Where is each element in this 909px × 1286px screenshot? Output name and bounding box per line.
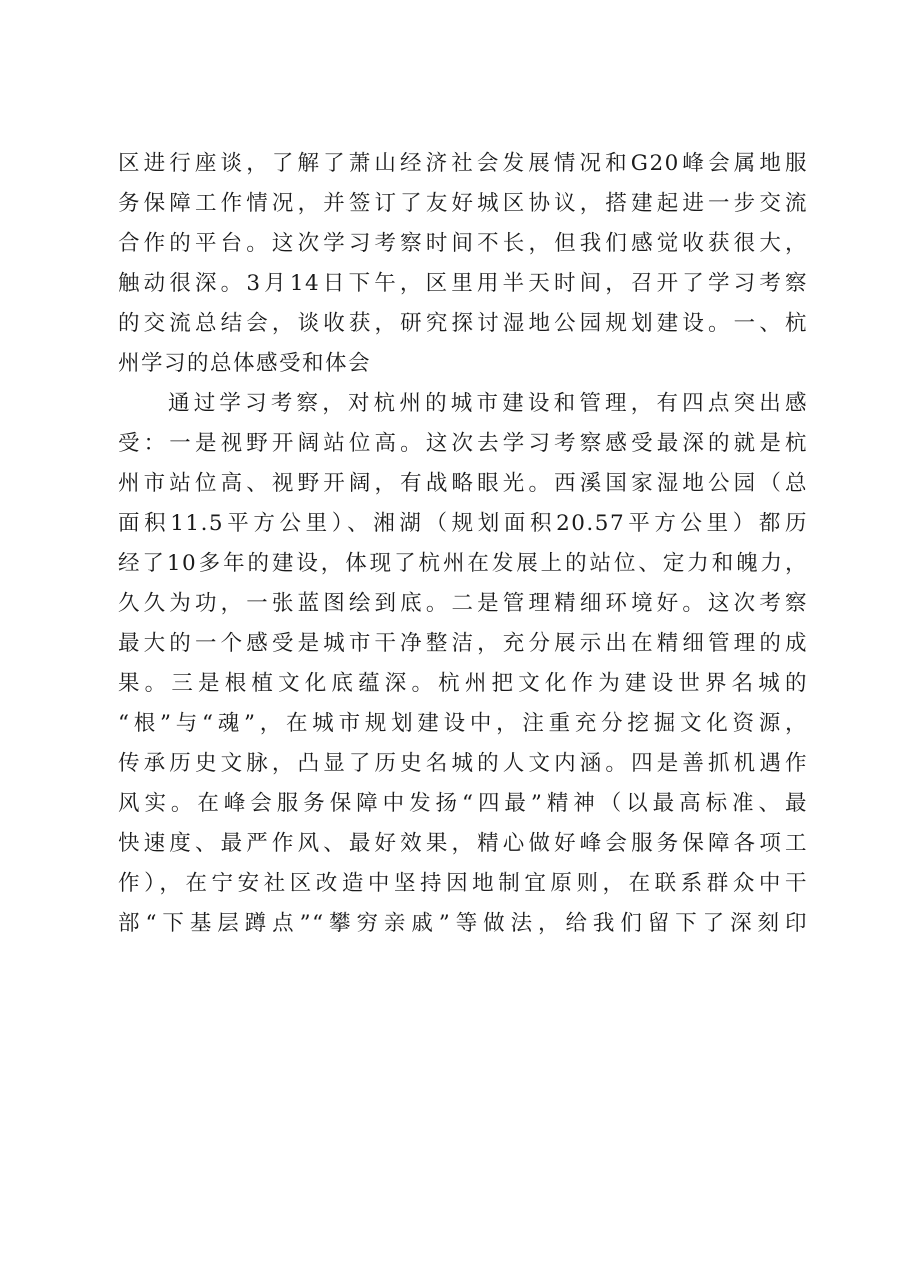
- text-line: 久久为功，一张蓝图绘到底。二是管理精细环境好。这次考察: [118, 591, 808, 616]
- text-line: 最大的一个感受是城市干净整洁，充分展示出在精细管理的成: [118, 631, 808, 656]
- text-line: 的交流总结会，谈收获，研究探讨湿地公园规划建设。一、杭: [118, 311, 808, 336]
- paragraph-1: [118, 144, 808, 384]
- text-line: 州学习的总体感受和体会: [118, 351, 372, 376]
- text-line: 作），在宁安社区改造中坚持因地制宜原则，在联系群众中干: [118, 871, 808, 896]
- text-line: 区进行座谈，了解了萧山经济社会发展情况和G20峰会属地服: [118, 151, 808, 176]
- paragraph-2: [118, 384, 808, 944]
- text-line: 经了10多年的建设，体现了杭州在发展上的站位、定力和魄力，: [118, 551, 808, 576]
- text-line: 部“下基层蹲点”“攀穷亲戚”等做法，给我们留下了深刻印: [118, 911, 808, 936]
- text-line: 通过学习考察，对杭州的城市建设和管理，有四点突出感: [168, 391, 808, 416]
- text-line: 受：一是视野开阔站位高。这次去学习考察感受最深的就是杭: [118, 431, 808, 456]
- text-line: 传承历史文脉，凸显了历史名城的人文内涵。四是善抓机遇作: [118, 751, 808, 776]
- text-line: 合作的平台。这次学习考察时间不长，但我们感觉收获很大，: [118, 231, 808, 256]
- text-line: 风实。在峰会服务保障中发扬“四最”精神（以最高标准、最: [118, 791, 808, 816]
- text-line: 快速度、最严作风、最好效果，精心做好峰会服务保障各项工: [118, 831, 808, 856]
- text-line: 触动很深。3月14日下午，区里用半天时间，召开了学习考察: [118, 271, 808, 296]
- text-line: 果。三是根植文化底蕴深。杭州把文化作为建设世界名城的: [118, 671, 808, 696]
- text-line: 务保障工作情况，并签订了友好城区协议，搭建起进一步交流: [118, 191, 808, 216]
- text-line: 州市站位高、视野开阔，有战略眼光。西溪国家湿地公园（总: [118, 471, 808, 496]
- body-text: [118, 144, 808, 944]
- text-line: “根”与“魂”，在城市规划建设中，注重充分挖掘文化资源，: [118, 711, 808, 736]
- text-line: 面积11.5平方公里）、湘湖（规划面积20.57平方公里）都历: [118, 511, 808, 536]
